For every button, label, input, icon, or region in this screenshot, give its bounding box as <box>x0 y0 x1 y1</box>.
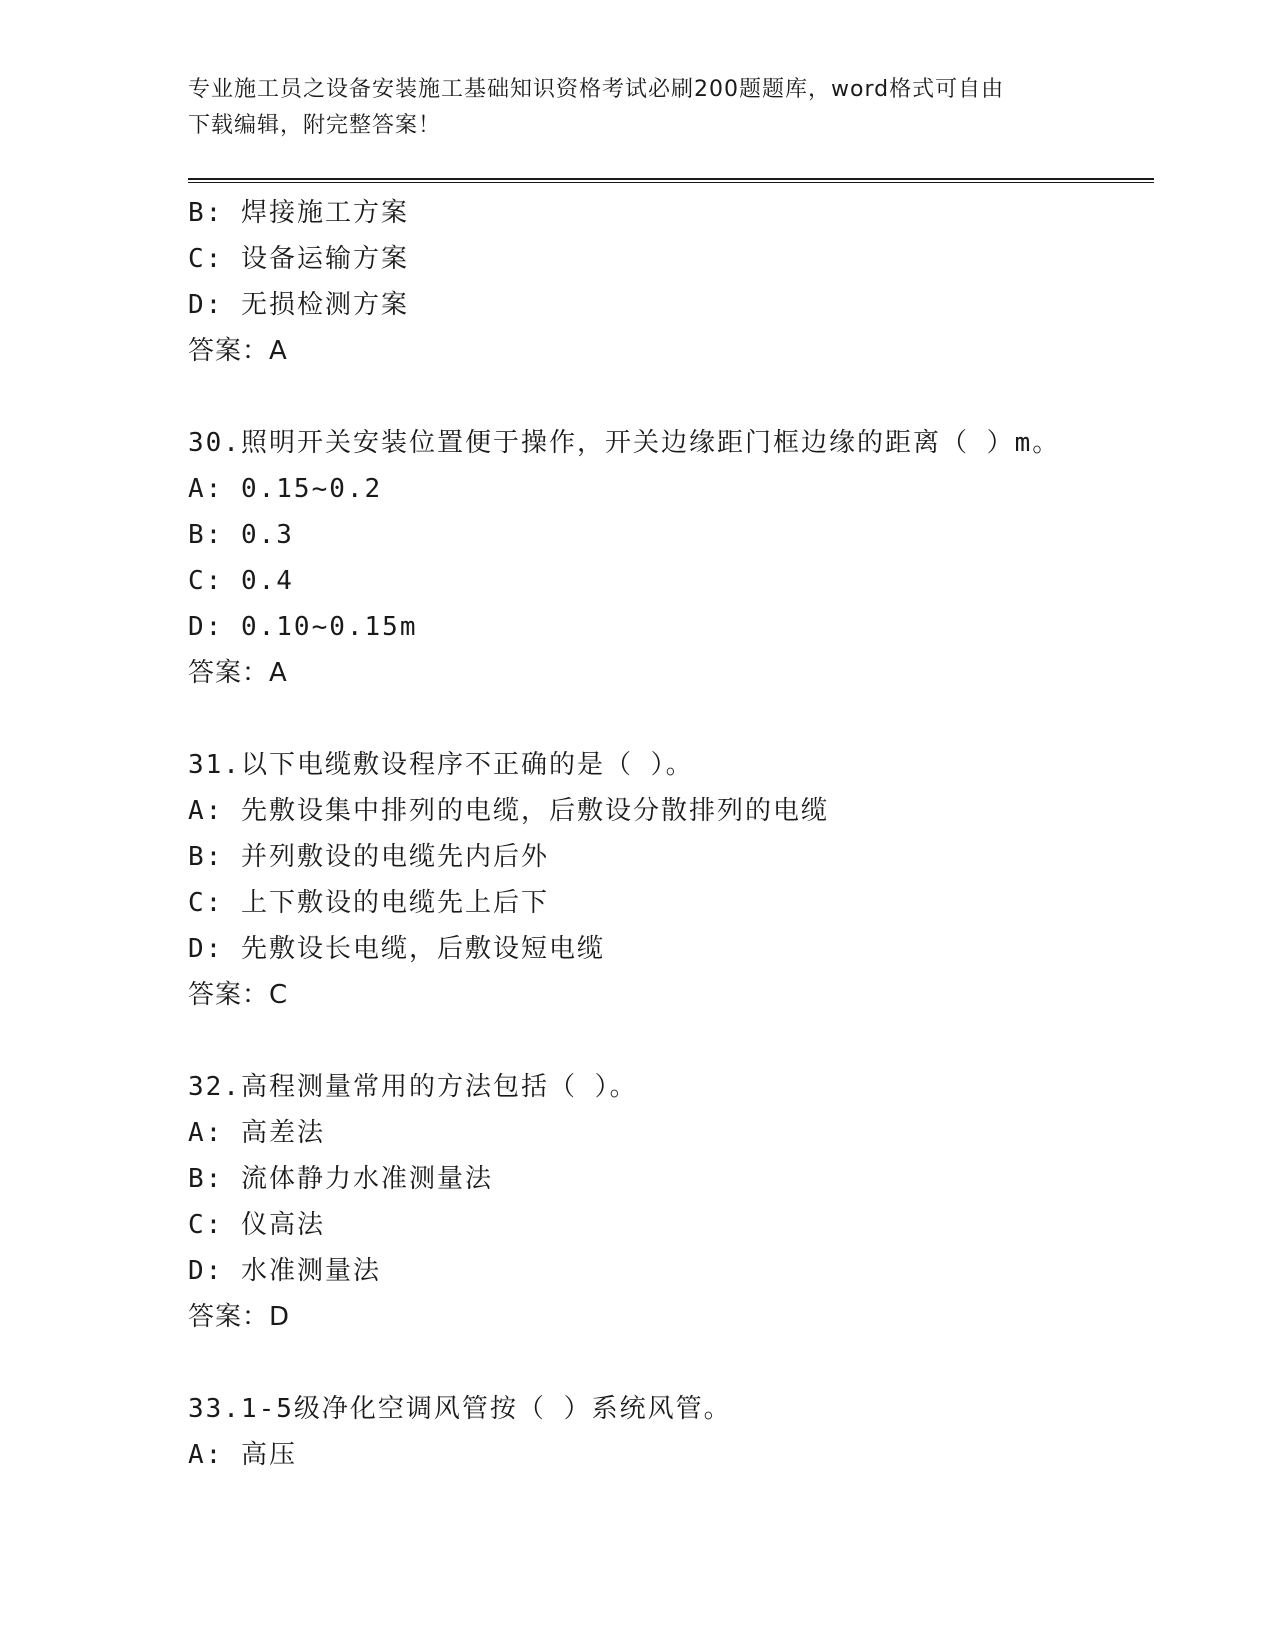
option-c: C: 设备运输方案 <box>188 244 409 274</box>
header-line-1: 专业施工员之设备安装施工基础知识资格考试必刷200题题库，word格式可自由 <box>188 77 1005 102</box>
question-30-block <box>188 420 1154 696</box>
spacer <box>188 374 1154 420</box>
question-text: 31.以下电缆敷设程序不正确的是（ ）。 <box>188 750 694 780</box>
prev-question-block <box>188 190 1154 374</box>
option-c: C: 上下敷设的电缆先上后下 <box>188 888 549 918</box>
spacer <box>188 696 1154 742</box>
header-line-2: 下载编辑，附完整答案！ <box>188 113 442 138</box>
option-b: B: 并列敷设的电缆先内后外 <box>188 842 549 872</box>
option-d: D: 先敷设长电缆，后敷设短电缆 <box>188 934 605 964</box>
answer: 答案：A <box>188 336 288 366</box>
answer: 答案：A <box>188 658 288 688</box>
option-c: C: 0.4 <box>188 566 294 596</box>
page-header <box>188 72 1088 144</box>
option-d: D: 0.10~0.15m <box>188 612 418 642</box>
option-a: A: 0.15~0.2 <box>188 474 383 504</box>
option-d: D: 无损检测方案 <box>188 290 409 320</box>
answer: 答案：D <box>188 1302 291 1332</box>
option-b: B: 流体静力水准测量法 <box>188 1164 493 1194</box>
spacer <box>188 1018 1154 1064</box>
option-a: A: 先敷设集中排列的电缆，后敷设分散排列的电缆 <box>188 796 829 826</box>
question-32-block <box>188 1064 1154 1340</box>
question-text: 33.1-5级净化空调风管按（ ）系统风管。 <box>188 1394 732 1424</box>
option-b: B: 焊接施工方案 <box>188 198 409 228</box>
question-text: 30.照明开关安装位置便于操作，开关边缘距门框边缘的距离（ ）m。 <box>188 428 1061 458</box>
question-content <box>188 190 1154 1478</box>
option-a: A: 高压 <box>188 1440 297 1470</box>
question-text: 32.高程测量常用的方法包括（ ）。 <box>188 1072 638 1102</box>
option-b: B: 0.3 <box>188 520 294 550</box>
option-c: C: 仪高法 <box>188 1210 325 1240</box>
question-31-block <box>188 742 1154 1018</box>
question-33-block <box>188 1386 1154 1478</box>
spacer <box>188 1340 1154 1386</box>
option-d: D: 水准测量法 <box>188 1256 381 1286</box>
option-a: A: 高差法 <box>188 1118 325 1148</box>
header-divider <box>188 178 1154 183</box>
answer: 答案：C <box>188 980 289 1010</box>
